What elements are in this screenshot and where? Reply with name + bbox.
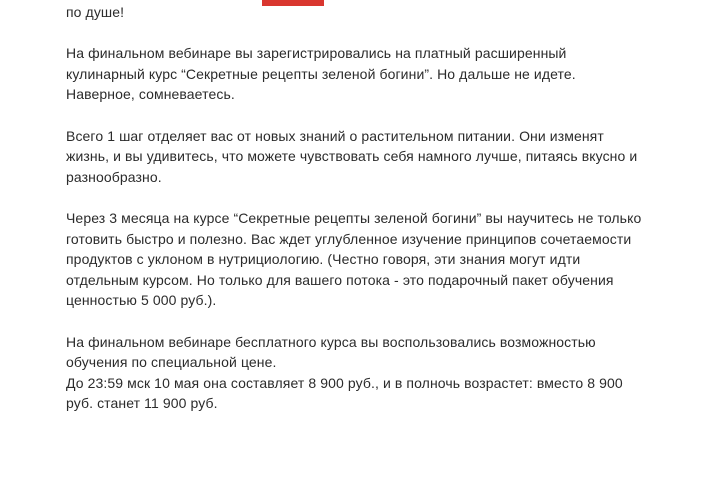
paragraph-special-price xyxy=(66,332,706,414)
text-line: На финальном вебинаре вы зарегистрировались на платный расширенный xyxy=(66,45,567,62)
text-line: кулинарный курс “Секретные рецепты зеленой богини”. Но дальше не идете. xyxy=(66,65,576,82)
email-body xyxy=(66,0,706,434)
text-line: Через 3 месяца на курсе “Секретные рецепты зеленой богини” вы научитесь не только xyxy=(66,209,642,226)
paragraph-closing-greeting xyxy=(66,2,706,23)
text-line: жизнь, и вы удивитесь, что можете чувствовать себя намного лучше, питаясь вкусно и xyxy=(66,148,638,165)
highlighted-word xyxy=(262,0,324,6)
text-line: На финальном вебинаре бесплатного курса вы воспользовались возможностью xyxy=(66,333,596,350)
paragraph-one-step xyxy=(66,126,706,188)
text-line: готовить быстро и полезно. Вас ждет углубленное изучение принципов сочетаемости xyxy=(66,230,632,247)
text-line: отдельным курсом. Но только для вашего потока - это подарочный пакет обучения xyxy=(66,271,614,288)
text-line: обучения по специальной цене. xyxy=(66,354,277,371)
text-line: продуктов с уклоном в нутрициологию. (Честно говоря, эти знания могут идти xyxy=(66,251,581,268)
text-line: ценностью 5 000 руб.). xyxy=(66,292,217,309)
text-line: разнообразно. xyxy=(66,168,162,185)
clipped-text-line xyxy=(66,0,706,3)
paragraph-course-details xyxy=(66,208,706,311)
text-line: руб. станет 11 900 руб. xyxy=(66,395,218,412)
paragraph-registration xyxy=(66,43,706,105)
text-line: Наверное, сомневаетесь. xyxy=(66,86,235,103)
text-line: Всего 1 шаг отделяет вас от новых знаний о растительном питании. Они изменят xyxy=(66,127,604,144)
text-line: До 23:59 мск 10 мая она составляет 8 900 руб., и в полночь возрастет: вместо 8 900 xyxy=(66,374,623,391)
text-line: по душе! xyxy=(66,4,125,20)
